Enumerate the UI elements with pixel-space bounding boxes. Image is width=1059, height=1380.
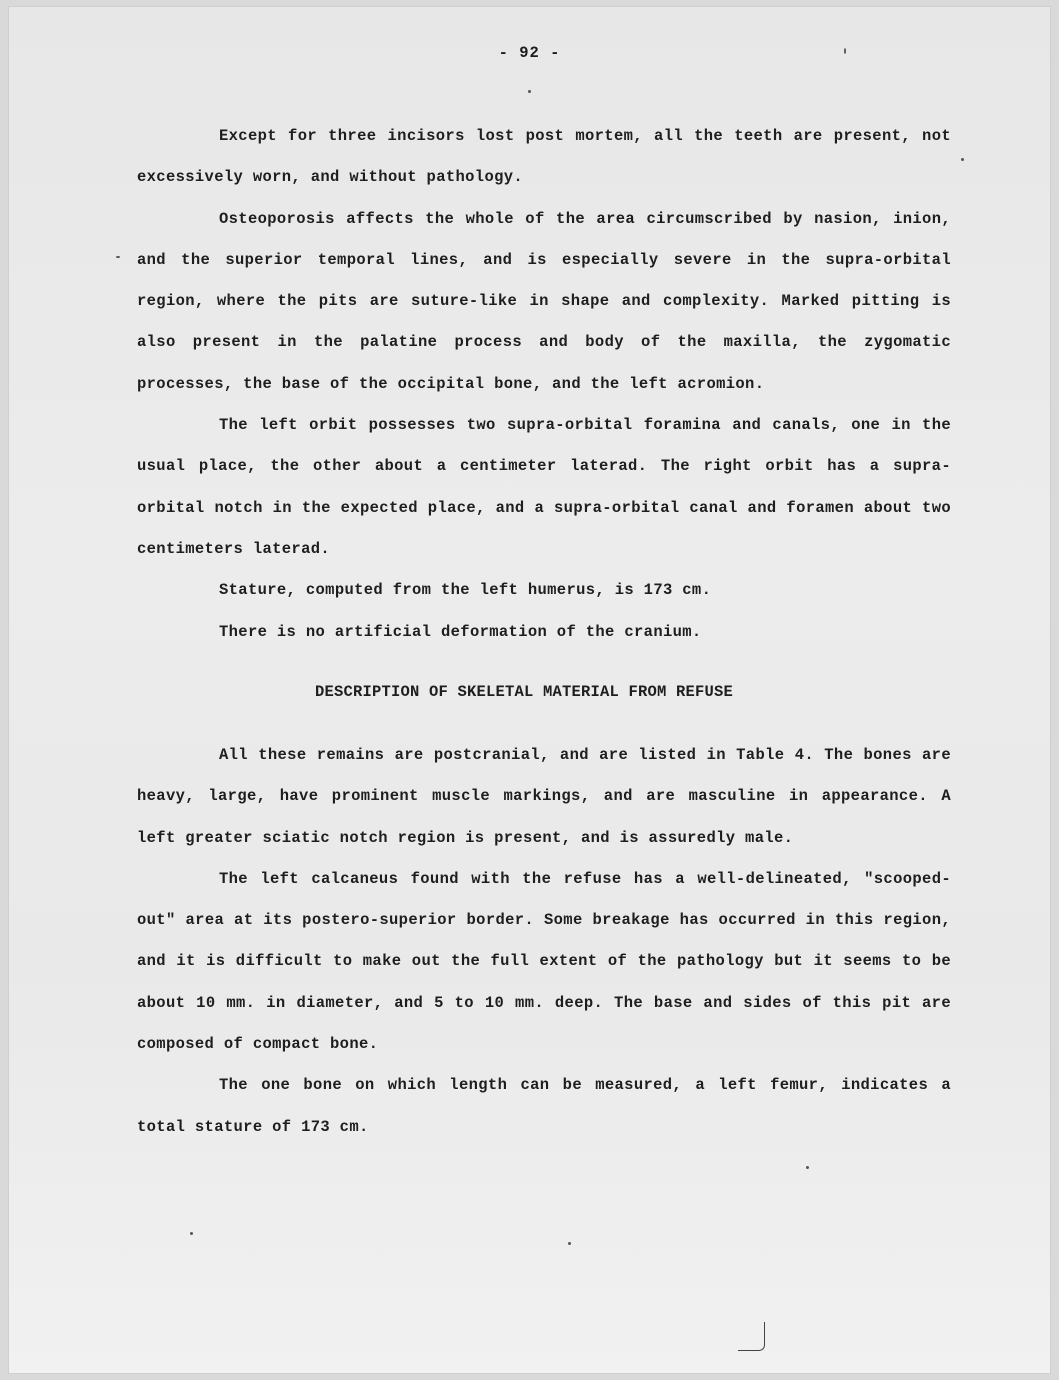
scan-speck: [844, 48, 846, 54]
paragraph-deformation: There is no artificial deformation of the cranium.: [219, 622, 702, 641]
paragraph-stature: Stature, computed from the left humerus, is 173 cm.: [219, 581, 712, 600]
pen-mark: [738, 1322, 765, 1351]
body-text-top: [137, 116, 951, 653]
body-text-bottom: [137, 735, 951, 1148]
scan-speck: [961, 158, 964, 161]
paragraph-postcranial: All these remains are postcranial, and are listed in Table 4. The bones are heavy, large, have prominent muscle markings, and are masculine in appearance. A left greater sciatic notch region is present, and is assuredly male.: [137, 746, 951, 847]
page-number: - 92 -: [498, 44, 561, 62]
scan-speck: [190, 1232, 193, 1235]
paragraph-orbit: The left orbit possesses two supra-orbital foramina and canals, one in the usual place, the other about a centimeter laterad. The right orbit has a supra-orbital notch in the expected place, and a supra-orbital canal and foramen about two centimeters laterad.: [137, 416, 951, 558]
paragraph-teeth: Except for three incisors lost post mortem, all the teeth are present, not excessively worn, and without pathology.: [137, 127, 951, 187]
section-heading: DESCRIPTION OF SKELETAL MATERIAL FROM REFUSE: [314, 683, 734, 701]
scan-speck: [116, 256, 120, 258]
scan-speck: [528, 90, 531, 93]
paragraph-osteoporosis: Osteoporosis affects the whole of the area circumscribed by nasion, inion, and the superior temporal lines, and is especially severe in the supra-orbital region, where the pits are suture-like in shape and complexity. Marked pitting is also present in the palatine process and body of the maxilla, the zygomatic processes, the base of the occipital bone, and the left acromion.: [137, 209, 951, 393]
scan-speck: [568, 1242, 571, 1245]
scan-speck: [806, 1166, 809, 1169]
document-page: [8, 6, 1051, 1374]
paragraph-calcaneus: The left calcaneus found with the refuse has a well-delineated, "scooped-out" area at its postero-superior border. Some breakage has occurred in this region, and it is difficult to make out the full extent of the pathology but it seems to be about 10 mm. in diameter, and 5 to 10 mm. deep. The base and sides of this pit are composed of compact bone.: [137, 869, 951, 1054]
section-heading-block: [137, 672, 951, 713]
paragraph-femur: The one bone on which length can be measured, a left femur, indicates a total stature of 173 cm.: [137, 1076, 951, 1136]
